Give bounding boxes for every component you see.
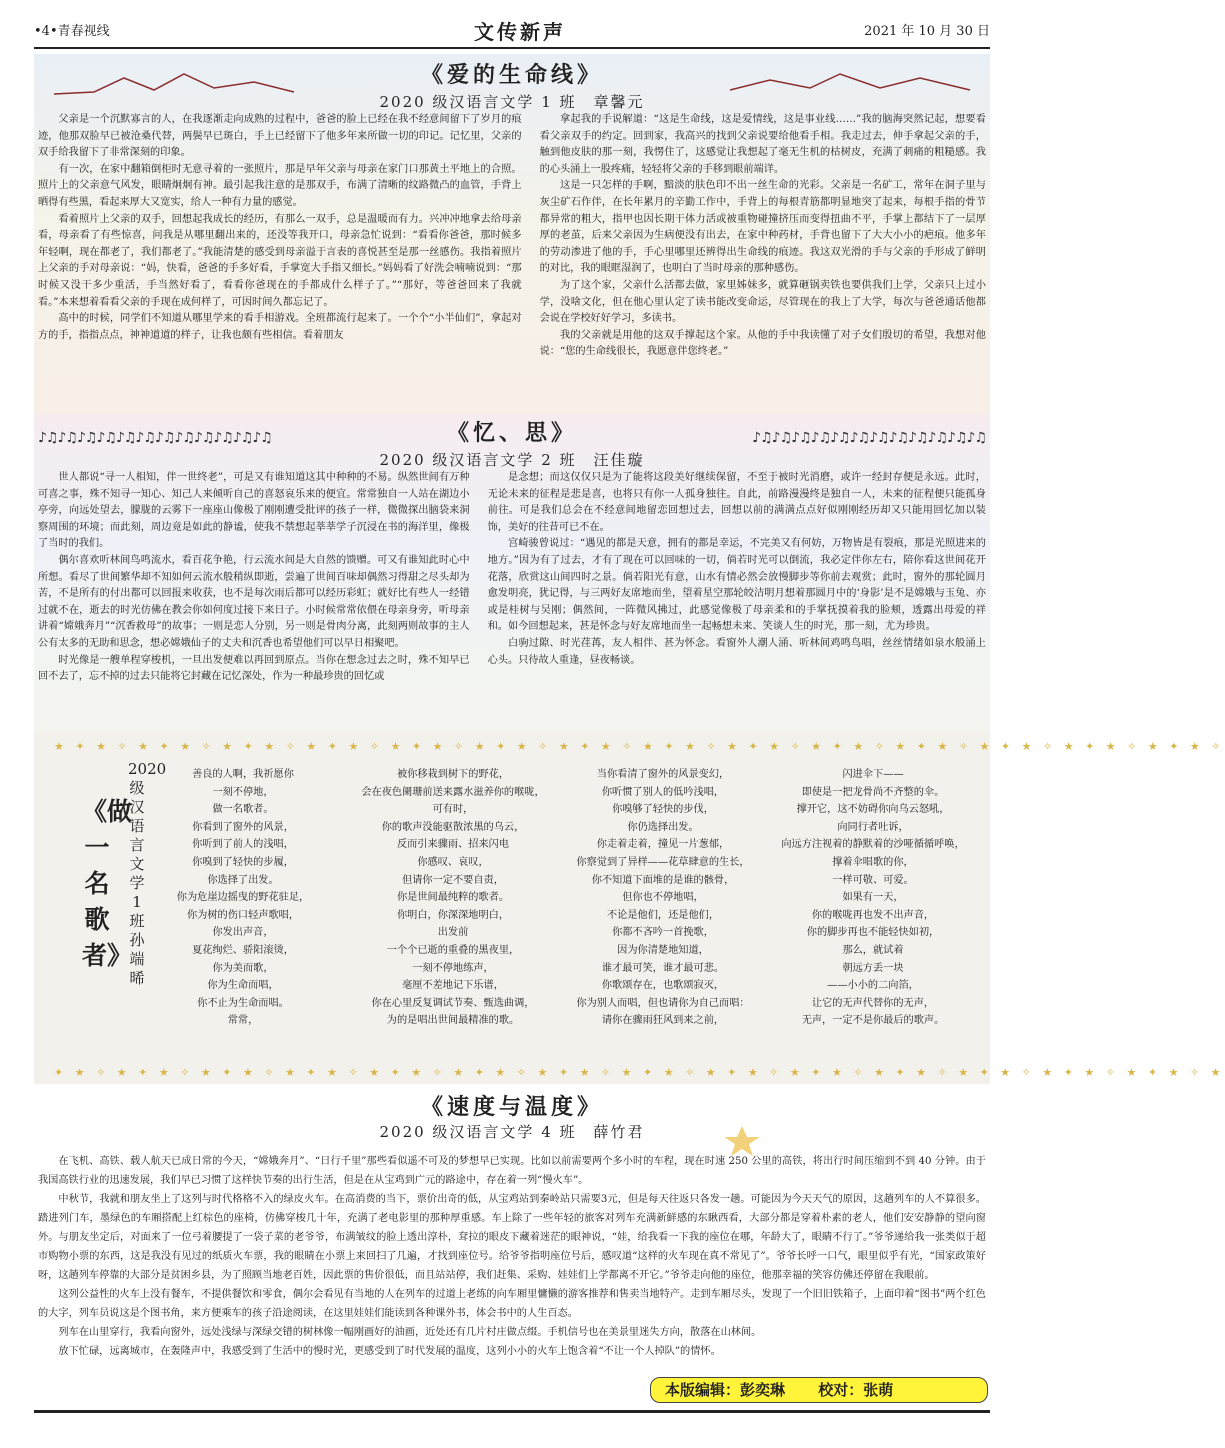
poem-line: 那么，就试着 [842, 944, 904, 956]
music-notes-icon: ♪♫♪♫♪♫♪♫♪♫♪♫♪♫♪♫♪♫♪♫♪♫♪♫ [38, 430, 272, 446]
poem-line: 你不知道下面堆的是谁的骸骨， [591, 874, 735, 886]
paragraph: 拿起我的手说解道：“这是生命线，这是爱情线，这是事业线……”我的脑海突然记起，想要看看父亲双手的约定。回到家，我高兴的找到父亲说要给他看手相。我走过去，伸手拿起父亲的手，触到他皮肤的那一刻，我愣住了，这感觉让我想起了毫无生机的枯树皮，充满了刺痛的粗糙感。我的心头涌上一股疼痛，轻轻将父亲的手移到眼前端详。 [539, 114, 986, 175]
poem-line: 一刻不停地， [212, 786, 274, 798]
header-rule [34, 47, 990, 49]
poem-line: 向同行者吐诉， [837, 821, 909, 833]
paragraph: 这列公益性的火车上没有餐车，不提供餐饮和零食，偶尔会看见有当地的人在列车的过道上老练的向车厢里慵懒的游客推荐和售卖当地特产。走到车厢尽头，发现了一个旧旧铁箱子，上面印着“图书”两个红色的大字，列车员说这是个图书角，来方便乘车的孩子沿途阅读，在这里娃娃们能读到各种课外书，体会书中的人生百态。 [38, 1289, 986, 1319]
issue-date: 2021 年 10 月 30 日 [864, 24, 990, 39]
paragraph: 为了这个家，父亲什么活都去做，家里姊妹多，就算砸锅卖铁也要供我们上学，父亲只上过小学，没啥文化，但在他心里认定了读书能改变命运，尽管现在的我上了大学，每次与爸爸通话他都会说在学校好好学习，多读书。 [539, 279, 986, 325]
paragraph: 有一次，在家中翻箱倒柜时无意寻着的一张照片，那是早年父亲与母亲在家门口那黄土平地上的合照。照片上的父亲意气风发，眼睛炯炯有神。最引起我注意的是那双手，布满了清晰的纹路微凸的血管，手背上晒得有些黑，看起来厚大又宽实，给人一种有力量的感觉。 [38, 163, 522, 208]
article-title: 《爱的生命线》 [420, 62, 603, 88]
poem-line: 你在心里反复调试节奏、甄选曲调， [371, 997, 535, 1009]
poem-line: 因为你清楚地知道， [617, 944, 709, 956]
poem-line: 你选择了出发。 [207, 874, 279, 886]
poem-column [348, 766, 558, 1030]
poem-column [138, 766, 348, 1030]
paragraph: 列车在山里穿行，我看向窗外，远处浅绿与深绿交错的树林像一幅刚画好的油画，近处还有几片村庄做点缀。手机信号也在美景里迷失方向，散落在山林间。 [58, 1327, 762, 1338]
poem-line: 做一名歌者。 [212, 804, 274, 816]
paragraph: 在飞机、高铁、载人航天已成日常的今天，“嫦娥奔月”、“日行千里”那些看似遥不可及的梦想早已实现。比如以前需要两个多小时的车程，现在时速 250 公里的高铁，将出行时间压缩到不到 40 分钟。由于我国高铁行业的迅速发展，我们早已习惯了这样快节奏的出行生活，但是在从宝鸡到广元的路途中，存在着一列“慢火车”。 [38, 1156, 986, 1186]
article-byline: 2020 级汉语言文学 2 班 汪佳璇 [379, 451, 645, 469]
paragraph: 放下忙碌，远离城市，在轰隆声中，我感受到了生活中的慢时光，更感受到了时代发展的温度，这列小小的火车上饱含着“不让一个人掉队”的情怀。 [58, 1346, 721, 1357]
poem-line: 无声，一定不是你最后的歌声。 [801, 1015, 945, 1027]
article-body [38, 1152, 986, 1361]
poem-line: 你嗅够了轻快的步伐， [612, 804, 714, 816]
right-column [540, 112, 986, 361]
newspaper-name: 文传新声 [474, 20, 566, 44]
poem-line: 被你移栽到树下的野花， [396, 769, 510, 780]
poem-line: 你为树的伤口轻声歌唱， [186, 909, 300, 921]
paragraph: 中秋节，我就和朋友坐上了这列与时代格格不入的绿皮火车。在高消费的当下，票价出奇的低，从宝鸡站到秦岭站只需要3元，但是每天往返只各发一趟。可能因为今天天气的原因，这趟列车的人不算很多。踏进列门车，墨绿色的车厢搭配上红棕色的座椅，仿佛穿梭几十年，充满了老电影里的那种厚重感。车上除了一些年轻的旅客对列车充满新鲜感的东瞅西看，大部分都是穿着朴素的老人，他们安安静静的望向窗外。与朋友坐定后，对面来了一位弓着腰提了一袋子菜的老爷爷，布满皱纹的脸上透出淳朴，耷拉的眼皮下藏着迷茫的眼神说，“娃，给我看一下我的座位在哪，年龄大了，眼睛不行了。”爷爷递给我一张类似于超市购物小票的东西，这是我没有见过的纸质火车票，我的眼睛在小票上来回扫了几遍，才找到座位号。给爷爷指明座位号后，感叹道“这样的火车现在真不常见了”。爷爷长呼一口气，眼里似乎有光，“国家政策好呀，这趟列车停靠的大部分是贫困乡县，为了照顾当地老百姓，因此票的售价很低，而且站站停，我们赶集、采购、娃娃们上学都离不开它。”爷爷走向他的座位，他那幸福的笑容仿佛还停留在我眼前。 [38, 1194, 986, 1281]
poem-line: 你为生命而唱， [207, 980, 279, 992]
poem-line: 请你在骤雨狂风到来之前， [601, 1015, 725, 1027]
left-column [38, 470, 470, 686]
poem-line: 你发出声音， [212, 927, 274, 939]
article-speed-and-warmth [34, 1084, 990, 1388]
mountain-line-decoration [730, 68, 970, 98]
poem-line: ——小小的二向箔， [827, 980, 919, 992]
poem-line: 当你看清了窗外的风景变幻， [596, 769, 730, 780]
poem-line: 你明白，你深深地明白， [396, 909, 510, 921]
poem-be-a-singer [34, 732, 1225, 1084]
poem-line: 你的脚步再也不能轻快如初， [806, 927, 940, 939]
poem-line: 你察觉到了异样——花草肆意的生长， [576, 856, 750, 868]
poem-column [768, 766, 978, 1030]
poem-line: 你歌颂存在，也歌颂寂灭， [601, 980, 725, 992]
poem-line: 不论是他们，还是他们， [606, 909, 720, 921]
poem-line: 可有时， [432, 804, 474, 816]
poem-line: 你是世间最纯粹的歌者。 [396, 892, 510, 904]
poem-line: 你的歌声没能驱散浓黑的乌云， [381, 821, 525, 833]
poem-line: 一个个已逝的重叠的黑夜里， [386, 944, 520, 956]
footer-rule [34, 1410, 990, 1413]
poem-line: 常常， [227, 1015, 259, 1027]
poem-line: 毫厘不差地记下乐谱， [402, 980, 504, 992]
poem-line: 你嗅到了轻快的步履， [192, 856, 294, 868]
paragraph: 这是一只怎样的手啊，黯淡的肤色印不出一丝生命的光彩。父亲是一名矿工，常年在洞子里与灰尘矿石作伴，在长年累月的辛勤工作中，手背上的每根青筋都明显地突了起来，每根手指的骨节都异常的粗大，指甲也因长期干体力活或被重物碰撞挤压而变得扭曲不平，手掌上都结下了一层厚厚的老茧，后来父亲因为生病便没有出去，在家中种药材，手背也留下了大大小小的疤痕。他多年的劳动渗进了他的手，手心里哪里还辨得出生命线的痕迹。我这双光滑的手与父亲的手形成了鲜明的对比，我的眼眶湿润了，也明白了当时母亲的那种感伤。 [539, 180, 986, 275]
paragraph: 世人都说“寻一人相知，伴一世终老”，可是又有谁知道这其中种种的不易。纵然世间有万种可喜之事，殊不知寻一知心、知己人来倾听自己的喜怒哀乐来的便宜。常常独自一人站在湖边小亭旁，向远处望去，朦胧的云雾下一座座山像极了刚刚遭受批评的孩子一样，微微探出脑袋来洞察周围的环境；而此刻，周边竟是如此的静谧，使我不禁想起莘莘学子沉浸在书的海洋里，像极了当时的我们。 [38, 472, 470, 550]
poem-line: 夏花绚烂、骄阳滚烫， [192, 944, 294, 956]
article-title: 《忆、思》 [446, 420, 577, 446]
paragraph: 看着照片上父亲的双手，回想起我成长的经历，有那么一双手，总是温暖而有力。兴冲冲地拿去给母亲看，母亲看了有些惊喜，问我是从哪里翻出来的，还没等我开口，母亲急忙说到：“看看你爸爸，那时候多年轻啊，现在都老了，我们都老了。”我能清楚的感受到母亲溢于言表的喜悦甚至是那一丝感伤。我指着照片上父亲的手对母亲说：“妈，快看，爸爸的手多好看，手掌宽大手指又细长。”妈妈看了好洗会喃喃说到：“那时候又没干多少重活，手当然好看了，看看你爸现在的手都成什么样子了。”“那好，等爸爸回来了我就看。”本来想着看看父亲的手现在成何样了，可因时间久都忘记了。 [38, 213, 522, 308]
poem-line: 反而引来骤雨、招来闪电 [396, 839, 510, 851]
poem-line: 你为别人而唱，但也请你为自己而唱： [576, 997, 750, 1009]
poem-column [558, 766, 768, 1030]
masthead [34, 14, 990, 46]
proofreader-name: 校对：张萌 [818, 1381, 894, 1399]
page-number: •4•青春视线 [34, 24, 110, 39]
poem-line: 一样可敬、可爱。 [832, 874, 914, 886]
poem-line: 你仍选择出发。 [627, 821, 699, 833]
poem-line: 你的喉咙再也发不出声音， [811, 909, 935, 921]
poem-byline: 2020 级汉语言文学 1 班 孙端晞 [128, 760, 167, 987]
paragraph: 我的父亲就是用他的这双手撑起这个家。从他的手中我读懂了对子女们殷切的希望，我想对他说：“您的生命线很长，我愿意伴您终老。” [539, 329, 986, 358]
poem-line: 撑着伞唱歌的你， [832, 856, 914, 868]
poem-line: 出发前 [437, 927, 469, 939]
paragraph: 宫崎骏曾说过：“遇见的都是天意，拥有的都是幸运，不完美又有何妨，万物皆是有裂痕，那是光照进来的地方。”因为有了过去，才有了现在可以回味的一切，倘若时光可以倒流，我必定伴你左右，陪你看这世间花开花落，欣赏这山间四时之景。倘若阳光有意，山水有情必然会放慢脚步等你前去观赏；此时，窗外的那轮圆月愈发明亮，犹记得，与三两好友席地而坐，望着星空那轮皎洁明月想着那圆月中的‘身影’是不是嫦娥与玉兔、亦或是桂树与吴刚；偶然间，一阵微风拂过，此感觉像极了母亲柔和的手掌抚摸着我的脸颊，透露出母爱的祥和。如今回想起来，甚是怀念与好友席地而坐一起畅想未来、笑谈人生的时光，那一刻，尤为珍贵。 [487, 538, 986, 633]
poem-line: 谁才最可笑，谁才最可悲。 [601, 962, 725, 974]
poem-line: 会在夜色阑珊前送来露水滋养你的喉咙， [361, 786, 545, 798]
right-column [488, 470, 986, 686]
paragraph: 白驹过隙、时光荏苒，友人相伴、甚为怀念。看窗外人潮人涌、听林间鸡鸣鸟唱，丝丝情绪如泉水般涌上心头。只待故人重逢，昼夜畅谈。 [487, 637, 986, 666]
article-love-lifeline [34, 54, 990, 414]
poem-line: 你看到了窗外的风景， [192, 821, 294, 833]
poem-line: 向远方注视着的静默着的沙哑循循呼唤， [781, 839, 965, 851]
poem-body [138, 766, 978, 1030]
paragraph: 时光像是一艘单程穿梭机，一旦出发便难以再回到原点。当你在想念过去之时，殊不知早已回不去了，忘不掉的过去只能将它封藏在记忆深处，作为一种最珍贵的回忆或 [38, 654, 470, 683]
poem-line: 你听惯了别人的低吟浅唱， [601, 786, 725, 798]
poem-line: 为的是唱出世间最精准的歌。 [386, 1015, 520, 1027]
paragraph: 是念想；而这仅仅只是为了能将这段美好继续保留，不至于被时光消磨，或许一经封存便是永远。此时，无论未来的征程是悲是喜，也将只有你一人孤身独往。自此，前路漫漫终是独自一人，未来的征程便只能孤身前往。可是我们总会在不经意间地留恋回想过去，回想以前的满满点点好似刚刚经历却又只能用回忆加以装饰，美好的往昔可已不在。 [487, 472, 986, 533]
poem-line: 你听到了前人的浅唱， [192, 839, 294, 851]
poem-line: 朝远方丢一块 [842, 962, 904, 974]
poem-line: 你感叹、哀叹， [417, 856, 489, 868]
poem-line: 你走着走着，撞见一片葱郁， [596, 839, 730, 851]
star-border-icon: ✦ ★ ✧ ★ ✦ ★ ✧ ★ ✦ ★ ✧ ★ ✦ ★ ✧ ★ ✦ ★ ✧ ★ ✦ ★ ✧ ★ ✦ ★ ✧ ★ ✦ ★ ✧ ★ ✦ ★ ✧ ★ ✦ ★ ✧ ★ ✦ ★ ✧ ★ ✦ ★ ✧ ★ ✦ ★ ✧ ★ ✦ ★ ✧ ★ [54, 1066, 1225, 1079]
star-border-icon: ★ ✦ ★ ✧ ★ ✦ ★ ✧ ★ ✦ ★ ✧ ★ ✦ ★ ✧ ★ ✦ ★ ✧ ★ ✦ ★ ✧ ★ ✦ ★ ✧ ★ ✦ ★ ✧ ★ ✦ ★ ✧ ★ ✦ ★ ✧ ★ ✦ ★ ✧ ★ ✦ ★ ✧ ★ ✦ ★ ✧ ★ ✦ ★ ✧ [54, 740, 1225, 753]
mountain-line-decoration [54, 68, 294, 98]
poem-line: 撑开它，这不妨碍你向乌云怒吼， [796, 804, 950, 816]
left-column [38, 112, 522, 361]
poem-line: 闪进伞下—— [842, 769, 904, 780]
poem-title: 《做一名歌者》 [82, 797, 133, 970]
editor-name: 本版编辑：彭奕琳 [665, 1381, 786, 1399]
article-byline: 2020 级汉语言文学 1 班 章馨元 [379, 93, 645, 111]
poem-line: 但你也不停地唱， [622, 892, 704, 904]
poem-line: 一刻不停地练声， [412, 962, 494, 974]
paragraph: 偶尔喜欢听林间鸟鸣流水，看百花争艳，行云流水间是大自然的馈赠。可又有谁知此时心中所想。看尽了世间繁华却不知如何云流水般稍纵即逝，尝遍了世间百味却偶然习得甜之尽头却为苦，不是所有的付出都可以回报来收获，也不是每次雨后都可以经历彩虹；就好比有些人一经错过就不在，逝去的时光仿佛在教会你如何度过接下来日子。小时候常常依偎在母亲身旁，听母亲讲着“嫦娥奔月”“沉香救母”的故事；一则是恋人分别，另一则是骨肉分离，此刻两则故事的主人公有太多的无助和思念，想必嫦娥仙子的丈夫和沉香也希望他们可以早日相聚吧。 [38, 554, 470, 649]
editor-credits [650, 1377, 988, 1403]
paragraph: 高中的时候，同学们不知道从哪里学来的看手相游戏。全班都流行起来了。一个个“小半仙们”，拿起对方的手，指指点点，神神道道的样子，让我也颇有些相信。看着朋友 [38, 313, 522, 341]
poem-line: 你都不吝吟一首挽歌， [612, 927, 714, 939]
article-byline: 2020 级汉语言文学 4 班 薛竹君 [379, 1123, 645, 1141]
poem-line: 你为危崖边摇曳的野花驻足， [176, 892, 310, 904]
poem-line: 你为美而歌， [212, 962, 274, 974]
poem-line: 让它的无声代替你的无声， [811, 997, 935, 1009]
poem-line: 如果有一天， [842, 892, 904, 904]
music-notes-icon: ♪♫♪♫♪♫♪♫♪♫♪♫♪♫♪♫♪♫♪♫♪♫♪♫ [752, 430, 986, 446]
poem-line: 但请你一定不要自责， [402, 874, 504, 886]
poem-line: 你不止为生命而唱。 [197, 997, 289, 1009]
paragraph: 父亲是一个沉默寡言的人，在我逐渐走向成熟的过程中，爸爸的脸上已经在我不经意间留下了岁月的痕迹，他那双脸早已被沧桑代替，两鬓早已斑白，手上已经留下了他多年来所做一切的印记。记忆里，父亲的双手给我留下了非常深刻的印象。 [38, 114, 522, 159]
article-memory-thought [34, 414, 990, 732]
poem-line: 善良的人啊，我祈愿你 [192, 769, 294, 780]
poem-line: 即使是一把龙骨尚不齐整的伞。 [801, 786, 945, 798]
article-title: 《速度与温度》 [420, 1094, 603, 1120]
